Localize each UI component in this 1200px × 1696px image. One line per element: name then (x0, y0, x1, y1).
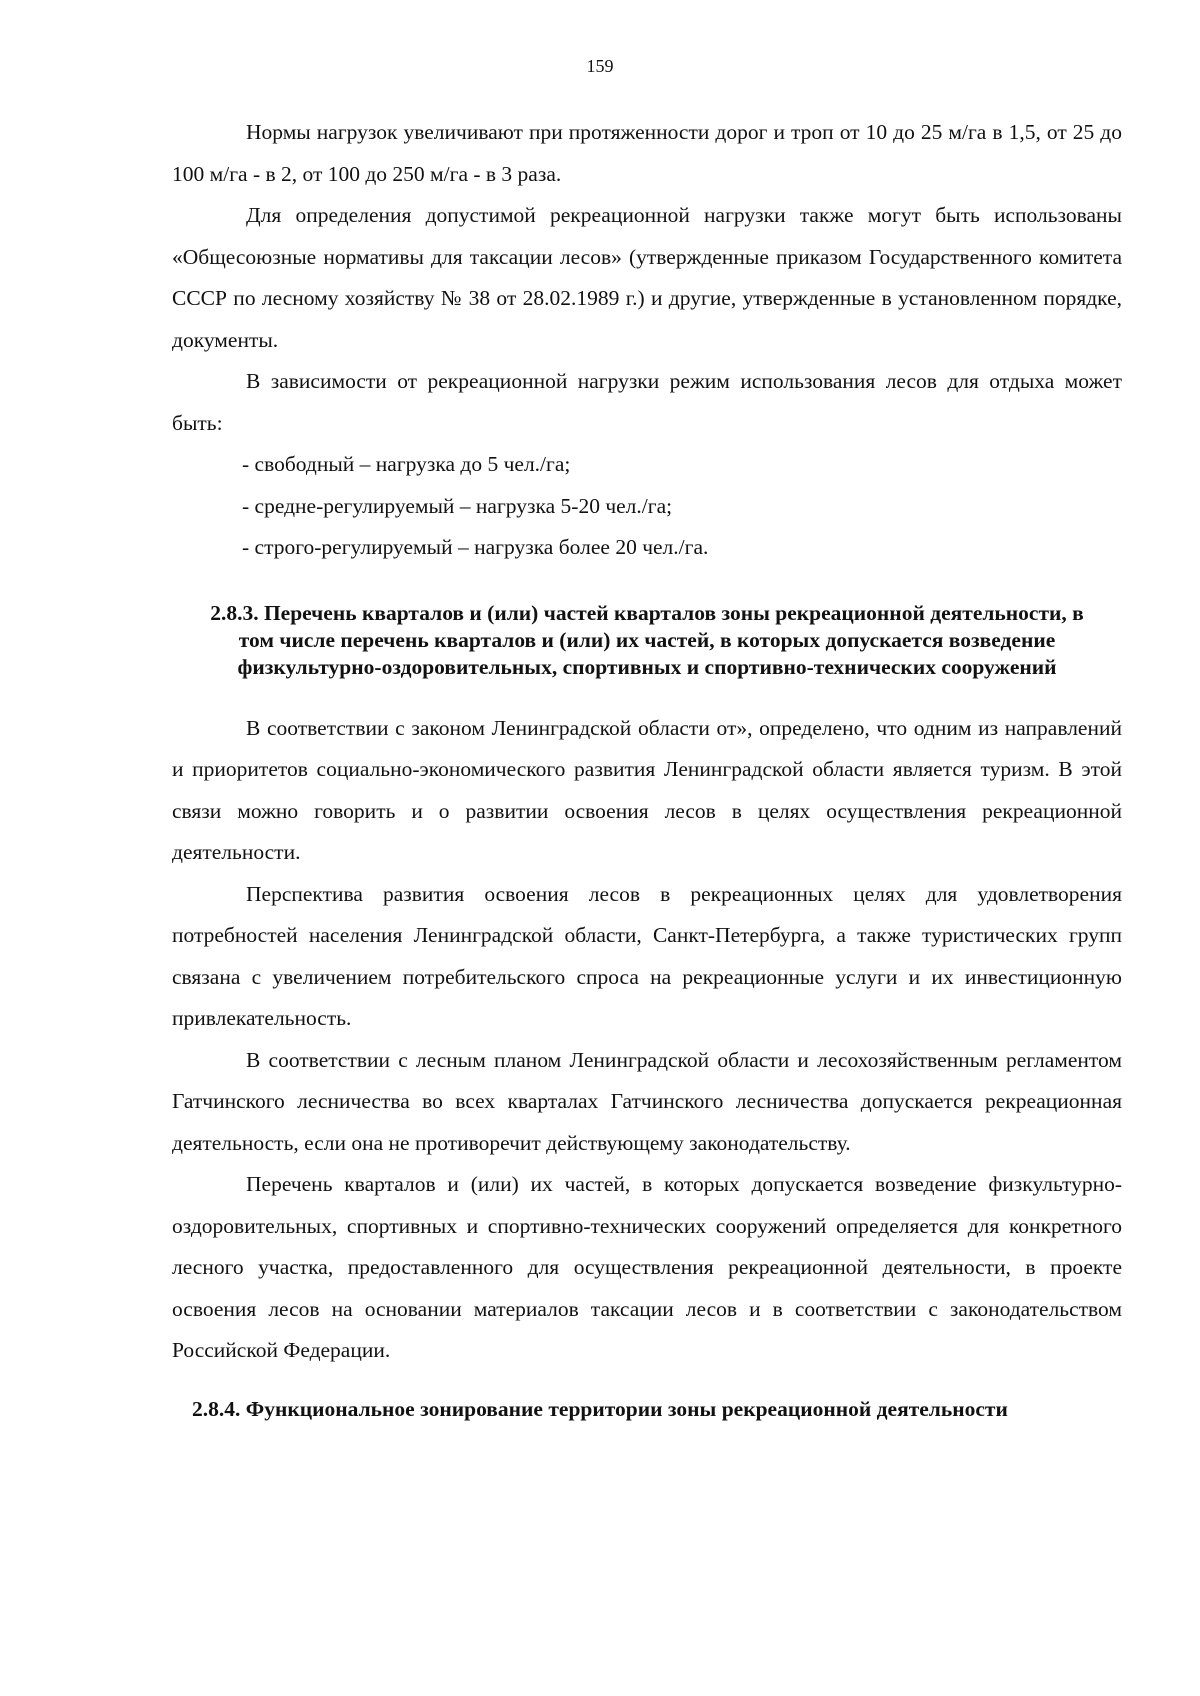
page-number: 159 (586, 56, 614, 76)
paragraph-quarters-list: Перечень кварталов и (или) их частей, в которых допускается возведение физкультурно-оздоровительных, спортивных и спортивно-технических сооружений определяется для конкретного лесного участка, предоставленного для осуществления рекреационной деятельности, в проекте освоения лесов на основании материалов таксации лесов и в соответствии с законодательством Российской Федерации. (172, 1172, 1122, 1362)
section-heading-2-8-4: 2.8.4. Функциональное зонирование территории зоны рекреационной деятельности (192, 1396, 1008, 1421)
paragraph-development-perspective: Перспектива развития освоения лесов в рекреационных целях для удовлетворения потребностей населения Ленинградской области, Санкт-Петербурга, а также туристических групп связана с увеличением потребительского спроса на рекреационные услуги и их инвестиционную привлекательность. (172, 881, 1122, 1030)
list-item-strict-mode: - строго-регулируемый – нагрузка более 20 чел./га. (242, 535, 709, 559)
paragraph-forest-plan: В соответствии с лесным планом Ленинградской области и лесохозяйственным регламентом Гатчинского лесничества во всех кварталах Гатчинского лесничества допускается рекреационная деятельность, если она не противоречит действующему законодательству. (172, 1047, 1122, 1155)
list-item-medium-mode: - средне-регулируемый – нагрузка 5-20 чел./га; (242, 493, 673, 518)
document-body (172, 112, 1122, 1423)
paragraph-allowed-load: Для определения допустимой рекреационной нагрузки также могут быть использованы «Общесоюзные нормативы для таксации лесов» (утвержденные приказом Государственного комитета СССР по лесному хозяйству № 38 от 28.02.1989 г.) и другие, утвержденные в установленном порядке, документы. (172, 203, 1122, 352)
paragraph-usage-mode: В зависимости от рекреационной нагрузки режим использования лесов для отдыха может быть: (172, 369, 1122, 435)
paragraph-load-norms: Нормы нагрузок увеличивают при протяженности дорог и троп от 10 до 25 м/га в 1,5, от 25 до 100 м/га - в 2, от 100 до 250 м/га - в 3 раза. (172, 120, 1122, 186)
paragraph-tourism-priority: В соответствии с законом Ленинградской области от», определено, что одним из направлений и приоритетов социально-экономического развития Ленинградской области является туризм. В этой связи можно говорить и о развитии освоения лесов в целях осуществления рекреационной деятельности. (172, 715, 1122, 864)
section-heading-2-8-3: 2.8.3. Перечень кварталов и (или) частей кварталов зоны рекреационной деятельности, в том числе перечень кварталов и (или) их частей, в которых допускается возведение физкультурно-оздоровительных, спортивных и спортивно-технических сооружений (210, 600, 1084, 679)
list-item-free-mode: - свободный – нагрузка до 5 чел./га; (242, 452, 571, 476)
